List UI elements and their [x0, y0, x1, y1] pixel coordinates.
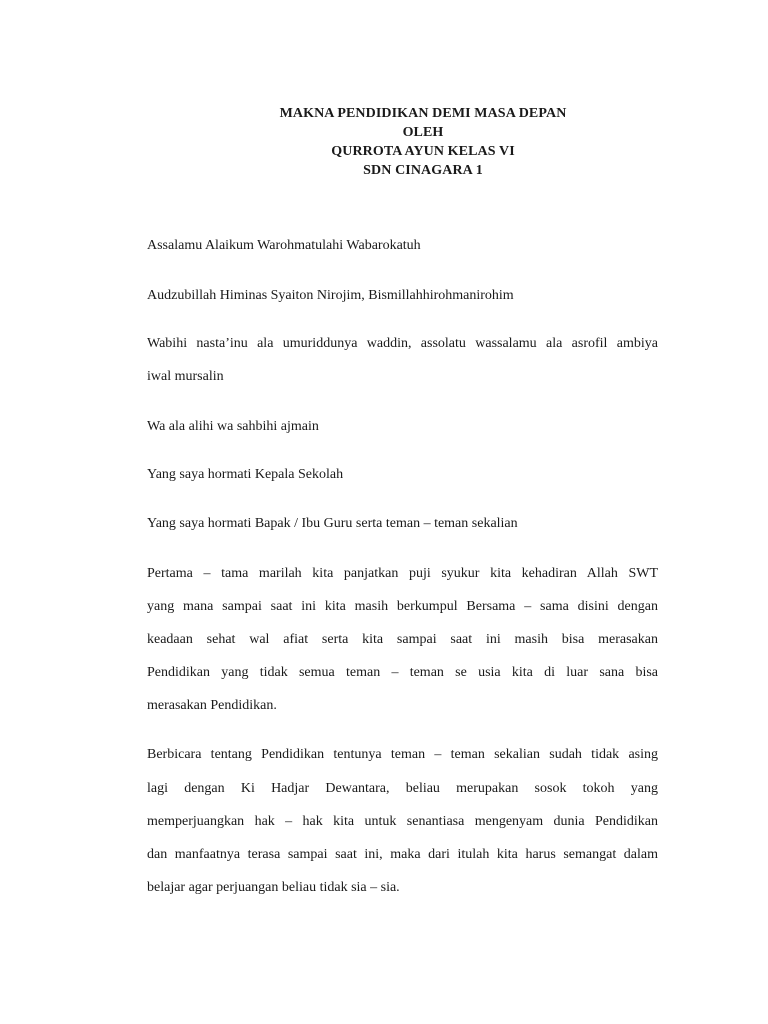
body-line: Berbicara tentang Pendidikan tentunya teman – teman sekalian sudah tidak asing [147, 747, 658, 762]
body-line: lagi dengan Ki Hadjar Dewantara, beliau merupakan sosok tokoh yang [147, 781, 658, 796]
document-title [0, 104, 768, 180]
body-line: iwal mursalin [147, 369, 224, 384]
body-line: Assalamu Alaikum Warohmatulahi Wabarokatuh [147, 238, 421, 253]
body-line: belajar agar perjuangan beliau tidak sia – sia. [147, 880, 400, 895]
body-line: keadaan sehat wal afiat serta kita sampai saat ini masih bisa merasakan [147, 632, 658, 647]
title-line: MAKNA PENDIDIKAN DEMI MASA DEPAN [279, 106, 567, 121]
body-line: dan manfaatnya terasa sampai saat ini, maka dari itulah kita harus semangat dalam [147, 847, 658, 862]
body-line: Wabihi nasta’inu ala umuriddunya waddin, assolatu wassalamu ala asrofil ambiya [147, 336, 658, 351]
body-line: Yang saya hormati Kepala Sekolah [147, 467, 344, 482]
body-line: Wa ala alihi wa sahbihi ajmain [147, 419, 319, 434]
body-line: yang mana sampai saat ini kita masih berkumpul Bersama – sama disini dengan [147, 599, 658, 614]
title-line: QURROTA AYUN KELAS VI [331, 144, 515, 159]
body-line: Audzubillah Himinas Syaiton Nirojim, Bismillahhirohmanirohim [147, 288, 514, 303]
body-line: memperjuangkan hak – hak kita untuk senantiasa mengenyam dunia Pendidikan [147, 814, 658, 829]
body-line: Pendidikan yang tidak semua teman – teman se usia kita di luar sana bisa [147, 665, 658, 680]
body-line: merasakan Pendidikan. [147, 698, 277, 713]
title-line: OLEH [402, 125, 444, 140]
title-line: SDN CINAGARA 1 [363, 163, 483, 178]
body-line: Pertama – tama marilah kita panjatkan puji syukur kita kehadiran Allah SWT [147, 566, 658, 581]
body-line: Yang saya hormati Bapak / Ibu Guru serta teman – teman sekalian [147, 516, 518, 531]
